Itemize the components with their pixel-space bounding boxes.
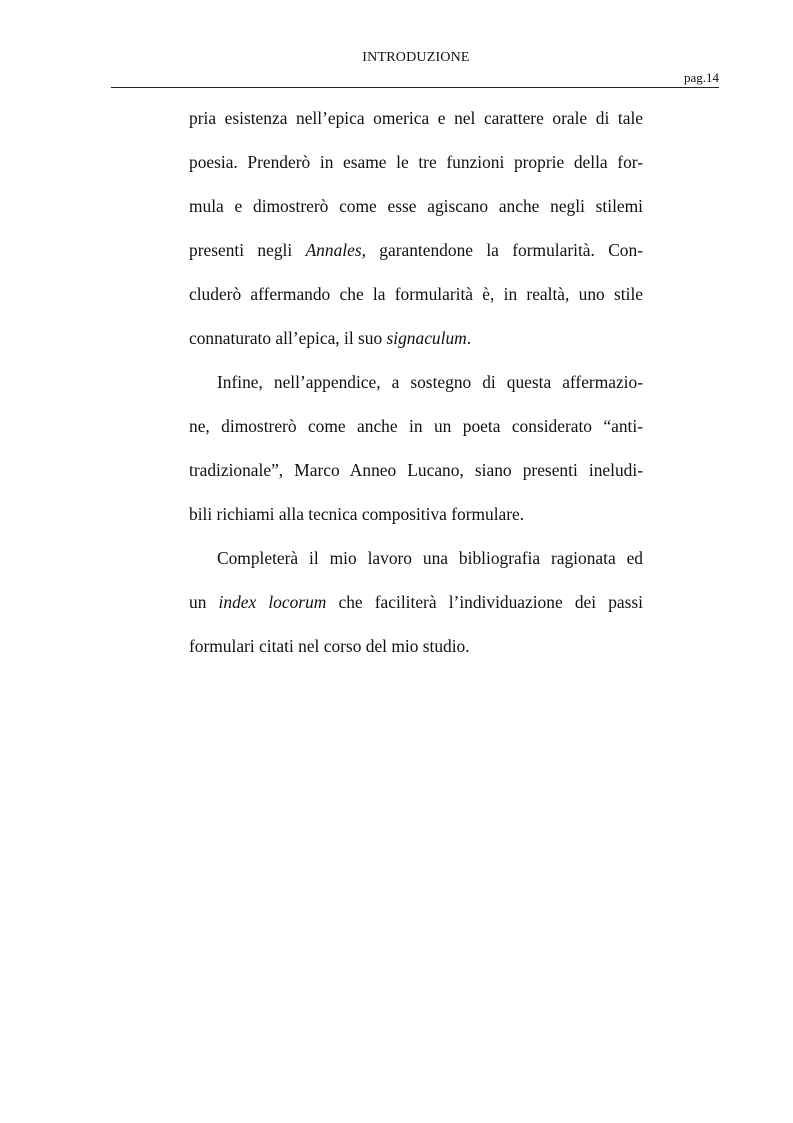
text-line [189, 497, 643, 541]
text-line [189, 585, 643, 629]
text-line [189, 321, 643, 365]
italic-title-annales: Annales [305, 240, 362, 260]
paragraph-1 [189, 101, 643, 365]
running-head-title: INTRODUZIONE [362, 50, 470, 65]
text-line [189, 541, 643, 585]
text-run: , garantendone la formularità. Con- [361, 240, 643, 260]
text-line [189, 189, 643, 233]
text-line [189, 145, 643, 189]
text-run: tradizionale”, Marco Anneo Lucano, siano presenti ineludi- [189, 460, 643, 480]
text-run: connaturato all’epica, il suo [189, 328, 387, 348]
text-run: poesia. Prenderò in esame le tre funzioni proprie della for- [189, 152, 643, 172]
page-number: pag.14 [683, 70, 719, 85]
text-run: presenti negli [189, 240, 306, 260]
text-run: Infine, nell’appendice, a sostegno di questa affermazio- [217, 372, 643, 392]
italic-term-index-locorum: index locorum [218, 592, 327, 612]
text-run: ne, dimostrerò come anche in un poeta considerato “anti- [189, 416, 643, 436]
text-line [189, 277, 643, 321]
text-run: . [466, 328, 472, 348]
text-line [189, 233, 643, 277]
text-run: pria esistenza nell’epica omerica e nel carattere orale di tale [189, 108, 643, 128]
italic-term-signaculum: signaculum [386, 328, 467, 348]
text-line [189, 365, 643, 409]
text-line [189, 453, 643, 497]
text-line [189, 409, 643, 453]
header-rule [111, 87, 719, 88]
text-run: Completerà il mio lavoro una bibliografia ragionata ed [217, 548, 643, 568]
body-text [189, 101, 643, 673]
text-run: formulari citati nel corso del mio studio. [189, 636, 470, 656]
text-line [189, 101, 643, 145]
text-run: che faciliterà l’individuazione dei passi [326, 592, 643, 612]
paragraph-2 [189, 365, 643, 541]
text-run: un [189, 592, 219, 612]
text-line [189, 629, 643, 673]
text-run: bili richiami alla tecnica compositiva formulare. [189, 504, 525, 524]
paragraph-3 [189, 541, 643, 673]
text-run: mula e dimostrerò come esse agiscano anche negli stilemi [189, 196, 643, 216]
text-run: cluderò affermando che la formularità è, in realtà, uno stile [189, 284, 643, 304]
